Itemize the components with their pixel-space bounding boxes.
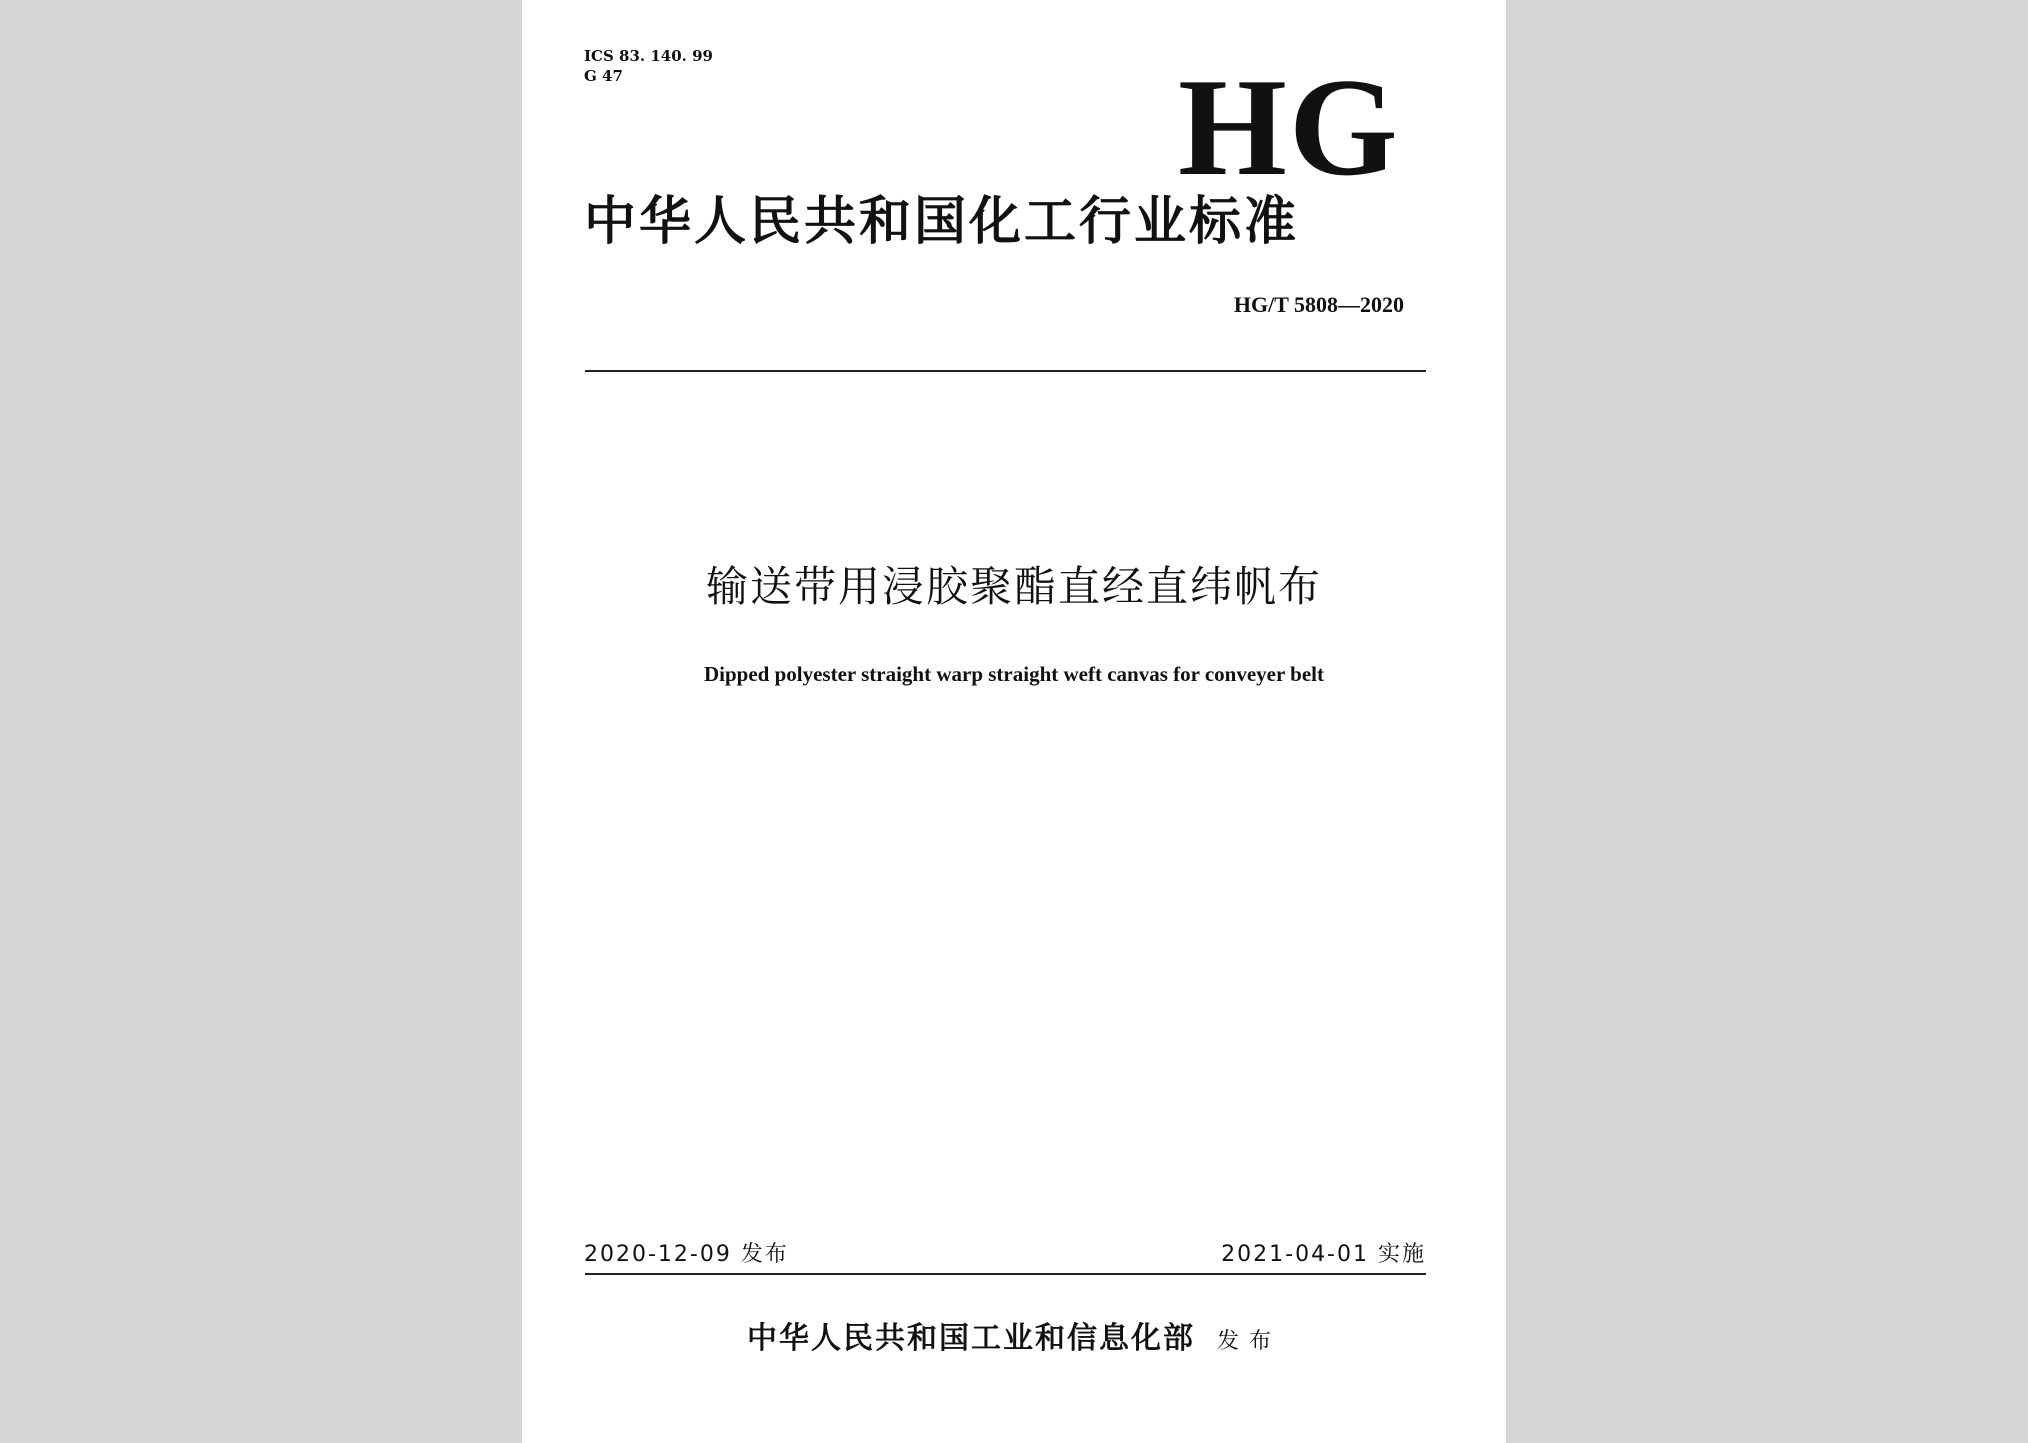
standard-title: 中华人民共和国化工行业标准 [584,192,1300,252]
bottom-divider [585,1273,1426,1275]
publisher [522,1321,1506,1356]
implementation-date: 2021-04-01 实施 [1221,1242,1426,1267]
publisher-verb: 发布 [1216,1329,1281,1354]
classification-codes [584,46,713,86]
hg-logo: HG [1178,50,1400,205]
publisher-org: 中华人民共和国工业和信息化部 [746,1321,1195,1356]
document-page [522,0,1506,1443]
document-title-cn: 输送带用浸胶聚酯直经直纬帆布 [705,562,1322,611]
ics-code: ICS 83. 140. 99 [584,47,713,65]
standard-number: HG/T 5808—2020 [1233,292,1404,317]
ccs-code: G 47 [584,67,623,85]
top-divider [585,370,1426,372]
document-title-en: Dipped polyester straight warp straight weft canvas for conveyer belt [703,662,1324,686]
issue-date: 2020-12-09 发布 [584,1242,789,1267]
